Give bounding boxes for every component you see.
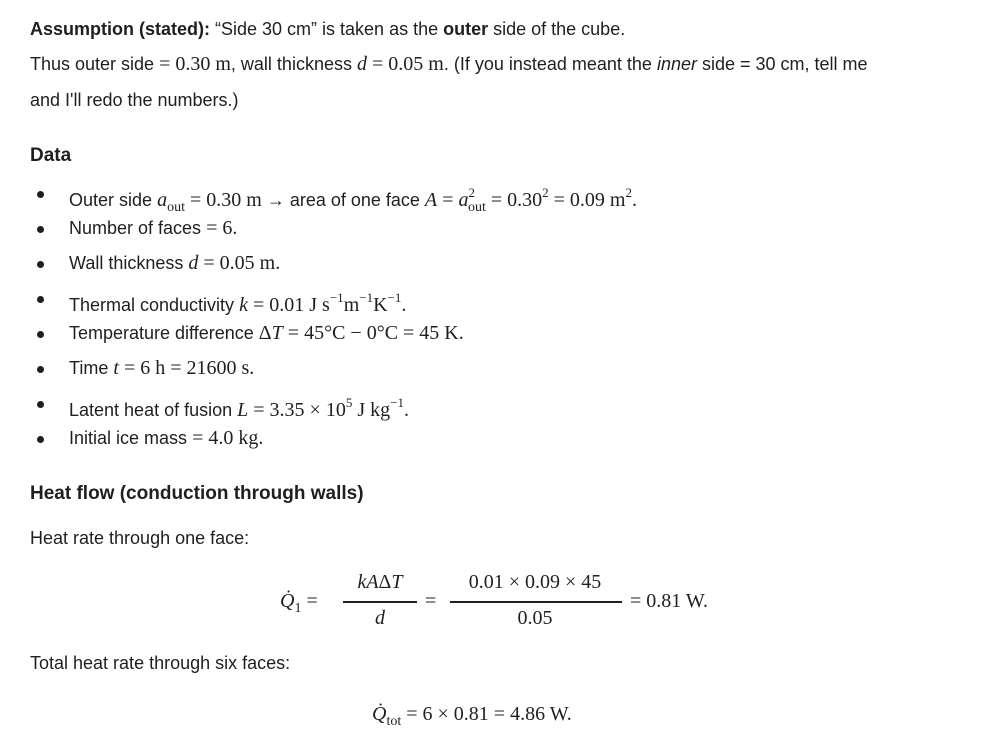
data-item-label: Latent heat of fusion bbox=[69, 400, 233, 420]
inner-word: inner bbox=[656, 54, 697, 74]
math: ΔT = 45°C − 0°C = 45 K. bbox=[258, 322, 464, 344]
math: $a^2_{out}$ bbox=[458, 185, 486, 215]
heat-flow-heading: Heat flow (conduction through walls) bbox=[30, 483, 364, 504]
data-item-faces bbox=[69, 217, 237, 239]
assumption-label: Assumption (stated): bbox=[30, 19, 210, 39]
math: = 0.01 J $s^{-1}m^{-1}K^{-1}$. bbox=[252, 290, 407, 316]
thickness-eq-text: = 0.05 m bbox=[371, 53, 444, 75]
fraction-line bbox=[450, 601, 622, 603]
math: = 4.0 kg. bbox=[192, 427, 264, 449]
math: = bbox=[425, 590, 437, 612]
thickness-line-c: . (If you instead meant the bbox=[443, 54, 657, 74]
d-symbol: d bbox=[356, 53, 367, 75]
data-item-label: Temperature difference bbox=[69, 323, 254, 343]
math: = $0.30^2 = 0.09$ $m^2$. bbox=[490, 185, 637, 211]
math: t bbox=[113, 357, 119, 379]
math: = 0.05 m. bbox=[203, 252, 281, 274]
math: 0.05 bbox=[517, 607, 553, 629]
data-item-label: Number of faces bbox=[69, 218, 202, 238]
assumption-outer: outer bbox=[443, 19, 489, 39]
bullet bbox=[37, 331, 44, 338]
math: $a_{out}$ bbox=[157, 189, 185, 215]
bullet bbox=[37, 436, 44, 443]
data-item-conductivity bbox=[69, 287, 406, 316]
math: A bbox=[424, 189, 438, 211]
bullet bbox=[37, 226, 44, 233]
bullet bbox=[37, 366, 44, 373]
data-item-temperature bbox=[69, 322, 464, 344]
bullet bbox=[37, 296, 44, 303]
data-item-label: Wall thickness bbox=[69, 253, 184, 273]
total-rate-label: Total heat rate through six faces: bbox=[30, 653, 291, 673]
fraction-line bbox=[343, 601, 417, 603]
data-item-latent-heat bbox=[69, 392, 409, 421]
math: = 6. bbox=[206, 217, 238, 239]
thickness-line-b: , wall thickness bbox=[230, 54, 357, 74]
bullet bbox=[37, 261, 44, 268]
math: = 0.30 m bbox=[189, 189, 262, 211]
math: d bbox=[188, 252, 199, 274]
outer-side-eq-text: = 0.30 m bbox=[159, 53, 231, 75]
thickness-line-d: side = 30 cm, tell me bbox=[696, 54, 868, 74]
thickness-line bbox=[30, 53, 868, 75]
redo-line: and I'll redo the numbers.) bbox=[30, 90, 239, 110]
math: = 6 h = 21600 s. bbox=[123, 357, 255, 379]
data-item-time bbox=[69, 357, 254, 379]
thickness-line-a: Thus outer side bbox=[30, 54, 160, 74]
data-item-thickness bbox=[69, 252, 280, 274]
math: d bbox=[375, 607, 385, 629]
data-item-ice-mass bbox=[69, 427, 263, 449]
data-item-label: Outer side bbox=[69, 190, 153, 210]
assumption-line bbox=[30, 18, 625, 40]
data-item-label: Initial ice mass bbox=[69, 428, 188, 448]
bullet bbox=[37, 401, 44, 408]
outer-side-eq bbox=[159, 53, 231, 75]
math: = bbox=[442, 189, 454, 211]
data-heading: Data bbox=[30, 145, 72, 166]
math: $Q̇_1$ = bbox=[280, 590, 318, 616]
assumption-text-b: side of the cube. bbox=[488, 19, 626, 39]
data-item-label: Time bbox=[69, 358, 109, 378]
math: = $3.35 \times 10^5$ J $kg^{-1}$. bbox=[253, 395, 409, 421]
bullet bbox=[37, 191, 44, 198]
math: kAΔT bbox=[357, 571, 403, 593]
data-item-label: Thermal conductivity bbox=[69, 295, 235, 315]
math: = 0.81 W. bbox=[630, 590, 708, 612]
math: 0.01 × 0.09 × 45 bbox=[468, 571, 602, 593]
equation-total: $Q̇_{tot} = 6 \times 0.81 = 4.86$ W. bbox=[372, 703, 572, 729]
assumption-text-a: “Side 30 cm” is taken as the bbox=[210, 19, 444, 39]
rate-one-face-label: Heat rate through one face: bbox=[30, 528, 250, 548]
math: k bbox=[239, 294, 248, 316]
math: L bbox=[237, 399, 249, 421]
data-item-outer-side: Outer side $a_{out} = 0.30$ m → area of one face $A = a^2_{out} = 0.30^2 = 0.09$ $m^2$. bbox=[69, 185, 637, 215]
